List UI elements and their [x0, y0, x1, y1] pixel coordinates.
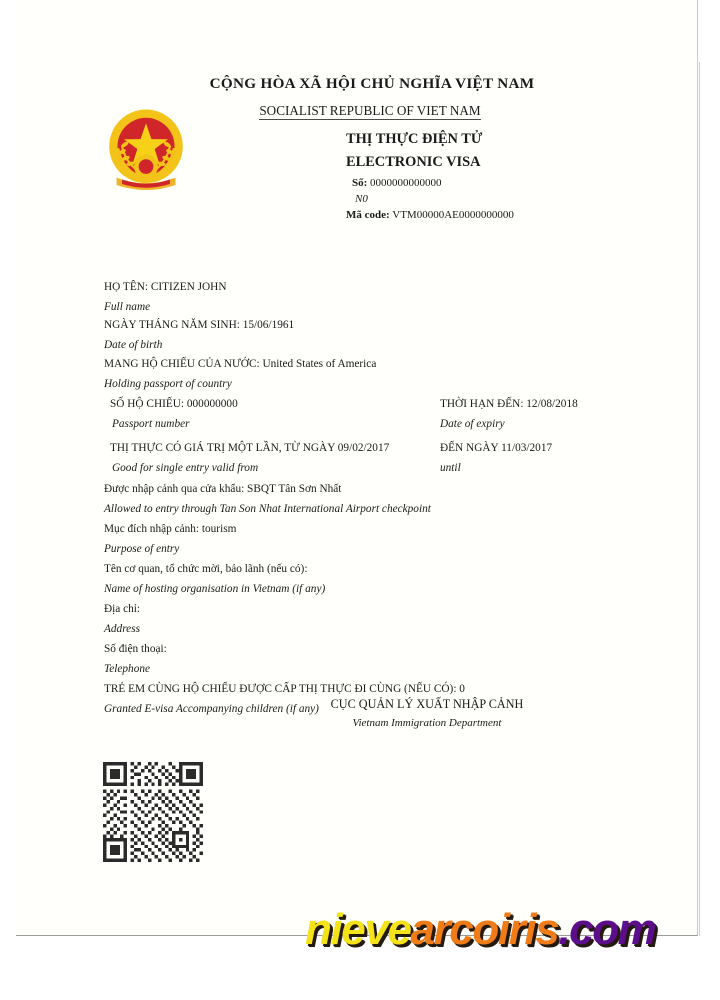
field-telephone-label: Telephone: [104, 663, 151, 675]
watermark-part-c: .com: [558, 905, 656, 954]
field-passport-country-label: Holding passport of country: [104, 378, 232, 390]
visa-code-row: [346, 210, 514, 221]
visa-number-label: Số:: [352, 177, 368, 189]
visa-number-row: [352, 178, 442, 189]
field-validity-value: THỊ THỰC CÓ GIÁ TRỊ MỘT LẦN, TỪ NGÀY 09/02/2017: [110, 442, 390, 454]
field-dob-label: Date of birth: [104, 339, 163, 351]
issuing-authority-english: Vietnam Immigration Department: [352, 717, 502, 730]
page-border-right: [699, 62, 700, 936]
visa-code-value: VTM00000AE0000000000: [392, 209, 514, 221]
field-full-name-label: Full name: [104, 301, 151, 313]
field-address-value: Địa chỉ:: [104, 603, 141, 615]
field-passport-number-value: SỐ HỘ CHIẾU: 000000000: [110, 398, 238, 410]
field-checkpoint-value: Được nhập cảnh qua cửa khẩu: SBQT Tân Sơn Nhất: [104, 483, 342, 495]
field-host-org-value: Tên cơ quan, tổ chức mời, bảo lãnh (nếu có):: [104, 563, 308, 575]
field-expiry-label: Date of expiry: [440, 418, 505, 430]
national-title-english-text: SOCIALIST REPUBLIC OF VIET NAM: [259, 103, 481, 118]
visa-number-label-english: N0: [355, 193, 368, 205]
field-purpose-value: Mục đích nhập cảnh: tourism: [104, 523, 237, 535]
field-validity-label: Good for single entry valid from: [112, 462, 259, 474]
field-dob-value: NGÀY THÁNG NĂM SINH: 15/06/1961: [104, 319, 295, 331]
field-full-name-value: HỌ TÊN: CITIZEN JOHN: [104, 281, 227, 293]
field-passport-country-value: MANG HỘ CHIẾU CỦA NƯỚC: United States of America: [104, 358, 377, 370]
vietnam-national-emblem-icon: [100, 104, 192, 196]
watermark-part-a: nieve: [305, 905, 411, 954]
visa-code-label: Mã code:: [346, 209, 390, 221]
document-header: [16, 62, 698, 242]
watermark-part-b: arcoiris: [410, 905, 559, 954]
national-title-vietnamese: CỘNG HÒA XÃ HỘI CHỦ NGHĨA VIỆT NAM: [209, 75, 535, 92]
field-purpose-label: Purpose of entry: [104, 543, 180, 555]
qr-code: [103, 762, 203, 862]
field-telephone-value: Số điện thoại:: [104, 643, 167, 655]
field-host-org-label: Name of hosting organisation in Vietnam (if any): [104, 583, 326, 595]
national-title-english: [16, 104, 698, 117]
issuing-authority-vietnamese: CỤC QUẢN LÝ XUẤT NHẬP CẢNH: [330, 697, 524, 711]
field-until-value: ĐẾN NGÀY 11/03/2017: [440, 442, 553, 454]
visa-document-page: [16, 0, 698, 936]
field-checkpoint-label: Allowed to entry through Tan Son Nhat International Airport checkpoint: [104, 503, 431, 515]
visa-number-value: 0000000000000: [370, 177, 442, 189]
field-address-label: Address: [104, 623, 140, 635]
field-children-label: Granted E-visa Accompanying children (if any): [104, 703, 319, 715]
visa-title-english: ELECTRONIC VISA: [346, 154, 481, 170]
field-passport-number-label: Passport number: [112, 418, 190, 430]
field-children-value: TRẺ EM CÙNG HỘ CHIẾU ĐƯỢC CẤP THỊ THỰC ĐI CÙNG (NẾU CÓ): 0: [104, 683, 465, 695]
field-until-label: until: [440, 462, 461, 474]
visa-title-vietnamese: THỊ THỰC ĐIỆN TỬ: [346, 131, 483, 147]
site-watermark: [305, 905, 656, 954]
field-expiry-value: THỜI HẠN ĐẾN: 12/08/2018: [440, 398, 578, 410]
issuing-authority-block: [16, 698, 720, 729]
